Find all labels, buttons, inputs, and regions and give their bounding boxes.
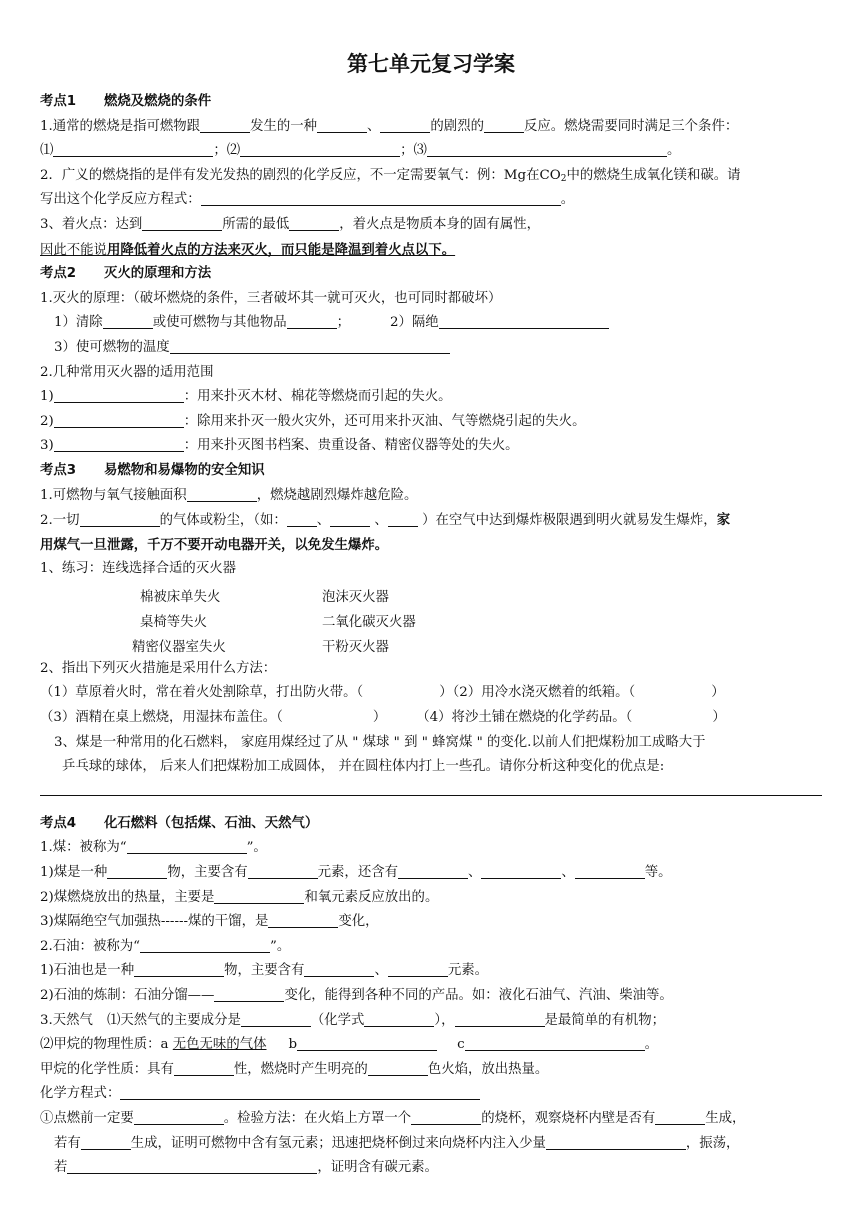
- s4-gas-6: 若有 生成，证明可燃物中含有氢元素；迅速把烧杯倒过来向烧杯内注入少量 ，振荡，: [54, 1135, 740, 1151]
- s1-line-4: 写出这个化学反应方程式： 。: [40, 192, 575, 208]
- s3-line-1: 1.可燃物与氧气接触面积 ，燃烧越剧烈爆炸越危险。: [40, 487, 418, 503]
- s2-line-3: 3）使可燃物的温度: [40, 336, 822, 361]
- section-title: 灭火的原理和方法: [104, 266, 212, 282]
- exercise-2-row-2: （3）酒精在桌上燃烧，用湿抹布盖住。（ ） （4）将沙土铺在燃烧的化学药品。（ ）: [40, 710, 726, 726]
- blank[interactable]: [439, 313, 609, 329]
- blank[interactable]: [240, 141, 400, 157]
- blank[interactable]: [140, 937, 270, 953]
- blank[interactable]: [81, 1134, 131, 1150]
- s4-gas-5: ①点燃前一定要 。检验方法：在火焰上方罩一个 的烧杯，观察烧杯内壁是否有 生成，: [40, 1110, 746, 1126]
- blank[interactable]: [187, 486, 257, 502]
- blank[interactable]: [411, 1109, 481, 1125]
- blank[interactable]: [481, 863, 561, 879]
- section-number: 考点3: [40, 462, 77, 478]
- blank[interactable]: [107, 863, 167, 879]
- s3-line-3: 用煤气一旦泄露，千万不要开动电器开关，以免发生爆炸。: [40, 536, 389, 553]
- blank[interactable]: [170, 338, 450, 354]
- s4-gas-3: 甲烷的化学性质：具有 性，燃烧时产生明亮的 色火焰，放出热量。: [40, 1061, 549, 1077]
- s4-gas-7: 若 ，证明含有碳元素。: [54, 1160, 438, 1176]
- blank[interactable]: [546, 1134, 686, 1150]
- matching-exercise: [40, 582, 822, 657]
- exercise-2-title: 2、指出下列灭火措施是采用什么方法：: [40, 660, 277, 676]
- s2-line-7: 3) ：用来扑灭图书档案、贵重设备、精密仪器等处的失火。: [40, 438, 519, 454]
- s4-gas-1: 3.天然气 ⑴天然气的主要成分是 （化学式 ）， 是最简单的有机物；: [40, 1012, 666, 1028]
- blank[interactable]: [174, 1060, 234, 1076]
- exercise-1-title: 1、练习：连线选择合适的灭火器: [40, 561, 236, 577]
- blank[interactable]: [241, 1011, 311, 1027]
- blank[interactable]: [388, 511, 418, 527]
- section-number: 考点4: [40, 815, 77, 831]
- section-2-heading: [40, 262, 822, 287]
- s4-coal-3: 2)煤燃烧放出的热量，主要是 和氧元素反应放出的。: [40, 889, 439, 905]
- blank[interactable]: [54, 412, 184, 428]
- s4-coal-1: 1.煤：被称为“ ”。: [40, 840, 267, 856]
- blank[interactable]: [388, 961, 448, 977]
- s4-coal-2: 1)煤是一种 物，主要含有 元素，还含有 、 、 等。: [40, 865, 672, 881]
- blank[interactable]: [134, 961, 224, 977]
- blank[interactable]: [427, 141, 667, 157]
- section-4-heading: [40, 812, 822, 837]
- blank[interactable]: [142, 215, 222, 231]
- s2-line-5: 1) ：用来扑灭木材、棉花等燃烧而引起的失火。: [40, 389, 452, 405]
- match-right-item[interactable]: 泡沫灭火器: [322, 589, 389, 605]
- blank[interactable]: [455, 1011, 545, 1027]
- s4-gas-4: 化学方程式：: [40, 1082, 822, 1107]
- section-number: 考点2: [40, 266, 77, 282]
- s2-line-2: 1）清除 或使可燃物与其他物品 ； 2）隔绝: [40, 311, 822, 336]
- blank[interactable]: [368, 1060, 428, 1076]
- blank[interactable]: [54, 387, 184, 403]
- section-number: 考点1: [40, 94, 77, 109]
- worksheet-page: [40, 44, 822, 1181]
- s4-gas-2: ⑵甲烷的物理性质：a 无色无味的气体 b c 。: [40, 1037, 658, 1053]
- blank[interactable]: [201, 190, 561, 206]
- s2-line-4: 2.几种常用灭火器的适用范围: [40, 364, 214, 380]
- blank[interactable]: [465, 1035, 645, 1051]
- s2-line-6: 2) ：除用来扑灭一般火灾外，还可用来扑灭油、气等燃烧引起的失火。: [40, 413, 586, 429]
- blank[interactable]: [103, 313, 153, 329]
- s1-line-3: 2．广义的燃烧指的是伴有发光发热的剧烈的化学反应，不一定需要氧气：例：Mg在$CO_2$中的燃烧生成氧化镁和碳。请: [40, 167, 741, 184]
- s4-oil-3: 2)石油的炼制：石油分馏—— 变化，能得到各种不同的产品。如：液化石油气、汽油、柴油等。: [40, 988, 673, 1003]
- section-title: 燃烧及燃烧的条件: [104, 94, 212, 109]
- page-title: 第七单元复习学案: [347, 52, 515, 76]
- blank[interactable]: [268, 912, 338, 928]
- s4-oil-2: 1)石油也是一种 物，主要含有 、 元素。: [40, 963, 488, 979]
- blank[interactable]: [127, 838, 247, 854]
- blank[interactable]: [304, 961, 374, 977]
- exercise-3-line-1: 3、煤是一种常用的化石燃料， 家庭用煤经过了从 " 煤球 " 到 " 蜂窝煤 " 的变化.以前人们把煤粉加工成略大于: [54, 734, 706, 750]
- exercise-2-row-1: （1）草原着火时，常在着火处割除草，打出防火带。（ ）（2）用冷水浇灭燃着的纸箱。（ ）: [40, 685, 725, 701]
- blank[interactable]: [53, 141, 213, 157]
- section-title: 易燃物和易爆物的安全知识: [104, 462, 265, 478]
- blank[interactable]: [287, 313, 337, 329]
- match-left-item[interactable]: 精密仪器室失火: [132, 639, 226, 655]
- s3-line-2: 2.一切 的气体或粉尘，（如： 、 、 ）在空气中达到爆炸极限遇到明火就易发生爆炸，家: [40, 512, 731, 529]
- blank[interactable]: [317, 117, 367, 133]
- section-1-heading: [40, 90, 822, 115]
- s1-line-6: 因此不能说用降低着火点的方法来灭火，而只能是降温到着火点以下。: [40, 241, 456, 258]
- blank[interactable]: [575, 863, 645, 879]
- s1-line-5: 3、着火点：达到 所需的最低 ，着火点是物质本身的固有属性，: [40, 216, 541, 232]
- s4-coal-4: 3)煤隔绝空气加强热------煤的干馏，是 变化，: [40, 914, 379, 930]
- answer-line[interactable]: [40, 794, 822, 796]
- blank[interactable]: [80, 511, 160, 527]
- section-title: 化石燃料（包括煤、石油、天然气）: [104, 815, 319, 831]
- s4-oil-1: 2.石油：被称为“ ”。: [40, 938, 291, 954]
- s2-line-1: 1.灭火的原理：（破坏燃烧的条件，三者破坏其一就可灭火，也可同时都破坏）: [40, 290, 502, 306]
- blank[interactable]: [67, 1158, 317, 1174]
- section-3-heading: [40, 459, 822, 484]
- blank[interactable]: [289, 215, 339, 231]
- blank[interactable]: [248, 863, 318, 879]
- match-left-item[interactable]: 棉被床单失火: [140, 589, 221, 605]
- s1-line-1: 1.通常的燃烧是指可燃物跟 发生的一种 、 的剧烈的 反应。燃烧需要同时满足三个条件：: [40, 118, 739, 134]
- blank[interactable]: [398, 863, 468, 879]
- blank[interactable]: [287, 511, 317, 527]
- blank[interactable]: [380, 117, 430, 133]
- blank[interactable]: [214, 986, 284, 1002]
- blank[interactable]: [484, 117, 524, 133]
- match-right-item[interactable]: 二氧化碳灭火器: [322, 614, 416, 630]
- exercise-3-line-2: 乒乓球的球体， 后来人们把煤粉加工成圆体， 并在圆柱体内打上一些孔。请你分析这种变化的优点是:: [62, 759, 665, 775]
- match-left-item[interactable]: 桌椅等失火: [140, 614, 207, 630]
- blank[interactable]: [120, 1084, 480, 1100]
- blank[interactable]: [297, 1035, 437, 1051]
- blank[interactable]: [330, 511, 370, 527]
- match-right-item[interactable]: 干粉灭火器: [322, 639, 389, 655]
- blank[interactable]: [134, 1109, 224, 1125]
- blank[interactable]: [200, 117, 250, 133]
- blank[interactable]: [655, 1109, 705, 1125]
- blank[interactable]: [54, 436, 184, 452]
- blank[interactable]: [214, 888, 304, 904]
- s1-line-2: ⑴ ；⑵ ；⑶ 。: [40, 143, 681, 159]
- blank[interactable]: [364, 1011, 434, 1027]
